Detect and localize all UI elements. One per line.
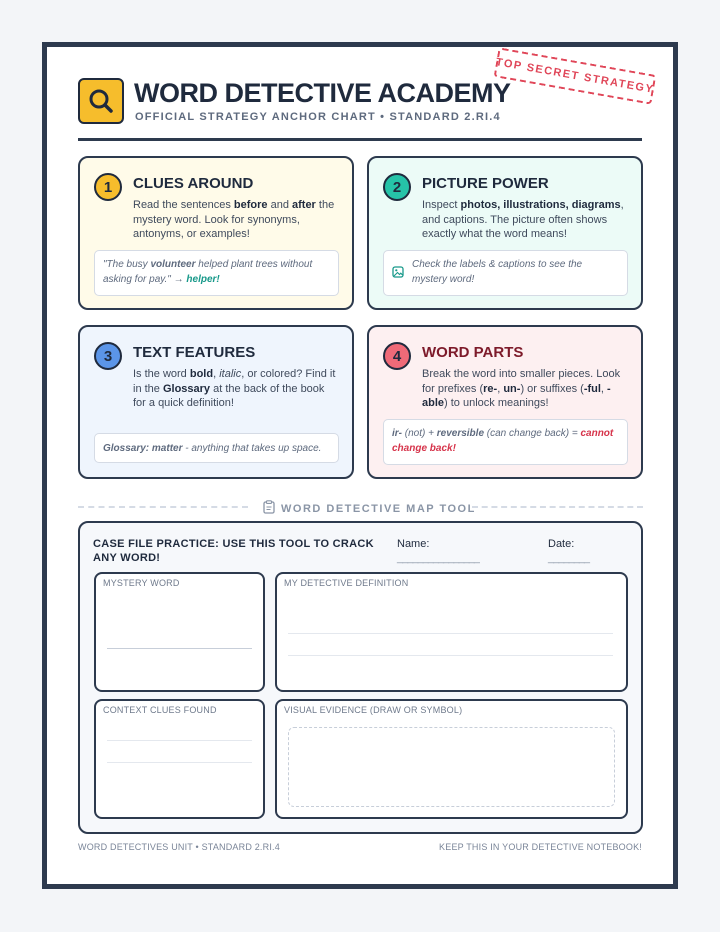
page-title: WORD DETECTIVE ACADEMY	[134, 78, 511, 108]
card-number-badge: 1	[94, 173, 122, 201]
section-divider-left	[78, 506, 248, 508]
writing-line	[107, 740, 252, 741]
card-title: WORD PARTS	[422, 344, 524, 361]
writing-line	[107, 762, 252, 763]
drawing-area[interactable]	[288, 727, 615, 807]
card-body: Read the sentences before and after the mystery word. Look for synonyms, antonyms, or examples!	[133, 199, 335, 240]
card-example	[383, 250, 628, 296]
tool-heading: CASE FILE PRACTICE: USE THIS TOOL TO CRACK ANY WORD!	[93, 538, 374, 564]
card-title: PICTURE POWER	[422, 175, 549, 192]
strategy-card-word-parts	[367, 325, 643, 479]
header-rule	[78, 138, 642, 141]
card-example-text: Check the labels & captions to see the mystery word!	[412, 259, 583, 285]
image-icon	[392, 266, 404, 283]
footer-right: KEEP THIS IN YOUR DETECTIVE NOTEBOOK!	[439, 842, 642, 852]
strategy-card-text-features	[78, 325, 354, 479]
date-field[interactable]: ________	[548, 552, 589, 564]
anchor-chart-sheet	[42, 42, 678, 889]
date-label: Date:	[548, 538, 575, 550]
clipboard-icon	[263, 500, 275, 517]
card-title: CLUES AROUND	[133, 175, 254, 192]
card-body: Break the word into smaller pieces. Look for prefixes (re-, un-) or suffixes (-ful, -able) to unlock meanings!	[422, 368, 621, 409]
top-secret-stamp: TOP SECRET STRATEGY	[494, 47, 657, 104]
writing-line	[288, 655, 613, 656]
card-title: TEXT FEATURES	[133, 344, 256, 361]
card-number-badge: 4	[383, 342, 411, 370]
name-field[interactable]: ________________	[397, 552, 479, 564]
box-label: MY DETECTIVE DEFINITION	[284, 578, 409, 588]
card-number-badge: 2	[383, 173, 411, 201]
card-example: "The busy volunteer helped plant trees without asking for pay." → helper!	[94, 250, 339, 296]
name-label: Name:	[397, 538, 430, 550]
card-body: Is the word bold, italic, or colored? Find it in the Glossary at the back of the book for a quick definition!	[133, 368, 336, 409]
section-divider-right	[472, 506, 643, 508]
context-clues-box[interactable]	[94, 699, 265, 819]
visual-evidence-box[interactable]	[275, 699, 628, 819]
section-divider-label	[263, 500, 476, 517]
page-subtitle: OFFICIAL STRATEGY ANCHOR CHART • STANDARD 2.RI.4	[135, 111, 501, 123]
strategy-card-clues-around	[78, 156, 354, 310]
writing-line	[107, 648, 252, 649]
box-label: MYSTERY WORD	[103, 578, 180, 588]
word-map-tool	[78, 521, 643, 834]
mystery-word-box[interactable]	[94, 572, 265, 692]
writing-line	[288, 633, 613, 634]
card-example: ir- (not) + reversible (can change back) = cannot change back!	[383, 419, 628, 465]
card-number-badge: 3	[94, 342, 122, 370]
magnifying-glass-icon	[78, 78, 124, 124]
box-label: CONTEXT CLUES FOUND	[103, 705, 217, 715]
card-example: Glossary: matter - anything that takes up space.	[94, 433, 339, 463]
footer-left: WORD DETECTIVES UNIT • STANDARD 2.RI.4	[78, 842, 280, 852]
card-body: Inspect photos, illustrations, diagrams, and captions. The picture often shows exactly what the word means!	[422, 199, 624, 240]
section-divider-text: WORD DETECTIVE MAP TOOL	[281, 502, 476, 515]
definition-box[interactable]	[275, 572, 628, 692]
strategy-card-picture-power	[367, 156, 643, 310]
box-label: VISUAL EVIDENCE (DRAW OR SYMBOL)	[284, 705, 463, 715]
